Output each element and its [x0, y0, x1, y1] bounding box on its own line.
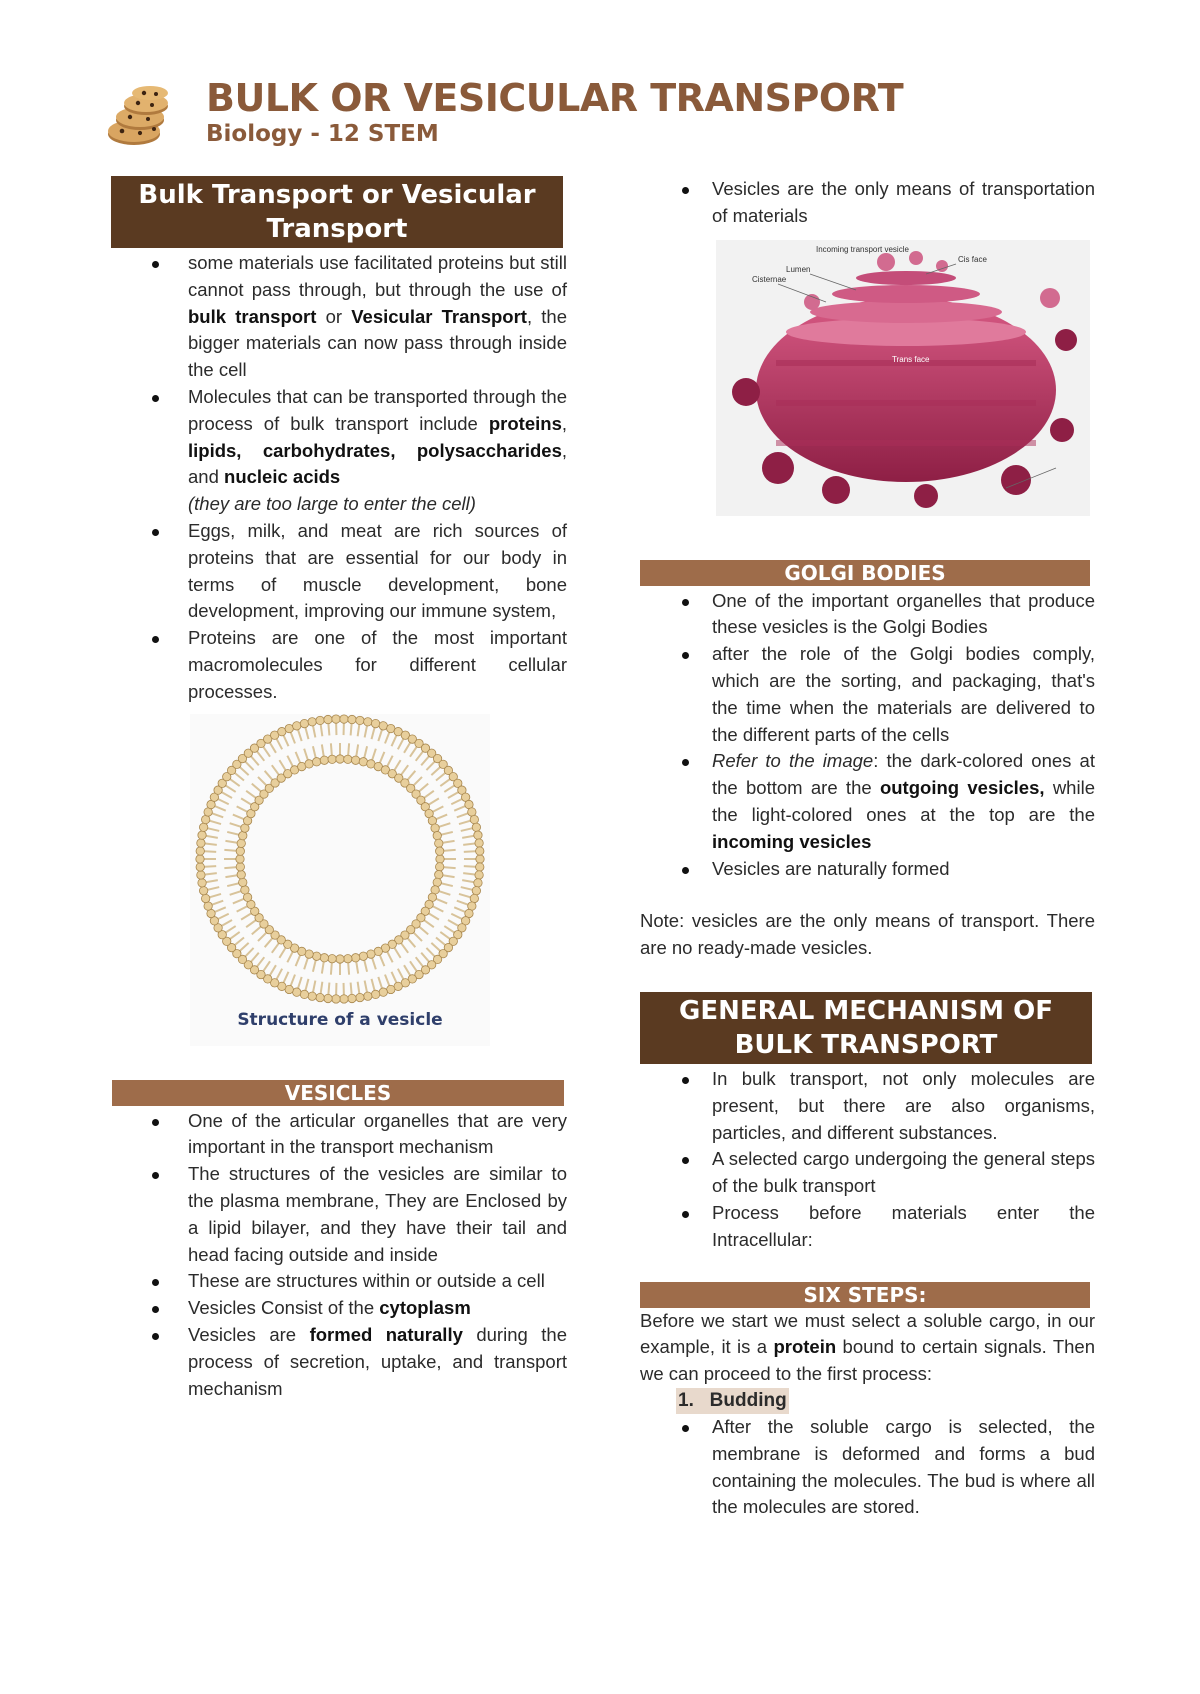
- golgi-label-lumen: Lumen: [786, 264, 811, 274]
- golgi-label-cisternae: Cisternae: [752, 274, 787, 284]
- list-item: In bulk transport, not only molecules are present, but there are also organisms, particles, and different substances.: [640, 1066, 1095, 1146]
- figure-caption: Structure of a vesicle: [237, 1009, 443, 1030]
- section-heading-six-steps: SIX STEPS:: [640, 1282, 1090, 1308]
- document-title: BULK OR VESICULAR TRANSPORT: [206, 76, 904, 120]
- list-item: after the role of the Golgi bodies comply, which are the sorting, and packaging, that's the time when the materials are delivered to the different parts of the cells: [640, 641, 1095, 748]
- list-item: The structures of the vesicles are similar to the plasma membrane, They are Enclosed by a lipid bilayer, and they have their tail and head facing outside and inside: [112, 1161, 567, 1268]
- golgi-label-cis: Cis face: [958, 254, 987, 264]
- golgi-label-incoming: Incoming transport vesicle: [816, 244, 909, 254]
- section-heading-bulk-transport: Bulk Transport or Vesicular Transport: [111, 176, 563, 248]
- section-heading-general-mechanism: GENERAL MECHANISM OF BULK TRANSPORT: [640, 992, 1092, 1064]
- list-item: Molecules that can be transported through the process of bulk transport include proteins, lipids, carbohydrates, polysaccharides, and nucleic acids (they are too large to enter the cell): [112, 384, 567, 518]
- budding-list: [640, 1414, 1095, 1521]
- section-heading-golgi-bodies: GOLGI BODIES: [640, 560, 1090, 586]
- list-item: A selected cargo undergoing the general steps of the bulk transport: [640, 1146, 1095, 1200]
- bulk-transport-list: [112, 250, 567, 706]
- transport-list: [640, 176, 1095, 230]
- list-item: Refer to the image: the dark-colored ones at the bottom are the outgoing vesicles, while the light-colored ones at the top are the incoming vesicles: [640, 748, 1095, 855]
- mechanism-list: [640, 1066, 1095, 1254]
- golgi-list: [640, 588, 1095, 883]
- list-item: These are structures within or outside a cell: [112, 1268, 567, 1295]
- golgi-figure: [716, 240, 1090, 516]
- section-heading-vesicles: VESICLES: [112, 1080, 564, 1106]
- list-item: Process before materials enter the Intracellular:: [640, 1200, 1095, 1254]
- list-item: Vesicles are naturally formed: [640, 856, 1095, 883]
- vesicle-diagram: [190, 714, 490, 1004]
- golgi-diagram: [716, 240, 1090, 516]
- six-steps-intro: Before we start we must select a soluble cargo, in our example, it is a protein bound to certain signals. Then we can proceed to the first process:: [640, 1309, 1095, 1385]
- golgi-label-trans: Trans face: [892, 354, 930, 364]
- list-item: One of the important organelles that produce these vesicles is the Golgi Bodies: [640, 588, 1095, 642]
- vesicles-list: [112, 1108, 567, 1403]
- list-item: Vesicles are the only means of transportation of materials: [640, 176, 1095, 230]
- vesicle-figure: [190, 714, 490, 1046]
- list-item: Proteins are one of the most important macromolecules for different cellular processes.: [112, 625, 567, 705]
- document-subtitle: Biology - 12 STEM: [206, 121, 439, 147]
- golgi-cisternae: [756, 271, 1056, 482]
- list-item: After the soluble cargo is selected, the membrane is deformed and forms a bud containing the molecules. The bud is where all the molecules are stored.: [640, 1414, 1095, 1521]
- right-column: [640, 176, 1095, 1521]
- cookies-icon: [100, 84, 184, 148]
- left-column: [112, 176, 567, 1402]
- note-text: Note: vesicles are the only means of transport. There are no ready-made vesicles.: [640, 910, 1095, 959]
- list-item: Vesicles Consist of the cytoplasm: [112, 1295, 567, 1322]
- list-item: Eggs, milk, and meat are rich sources of proteins that are essential for our body in terms of muscle development, bone development, improving our immune system,: [112, 518, 567, 625]
- list-item: Vesicles are formed naturally during the process of secretion, uptake, and transport mechanism: [112, 1322, 567, 1402]
- list-item: One of the articular organelles that are very important in the transport mechanism: [112, 1108, 567, 1162]
- step-budding-label: 1. Budding: [640, 1388, 1095, 1414]
- list-item: some materials use facilitated proteins but still cannot pass through, but through the use of bulk transport or Vesicular Transport, the bigger materials can now pass through inside the cell: [112, 250, 567, 384]
